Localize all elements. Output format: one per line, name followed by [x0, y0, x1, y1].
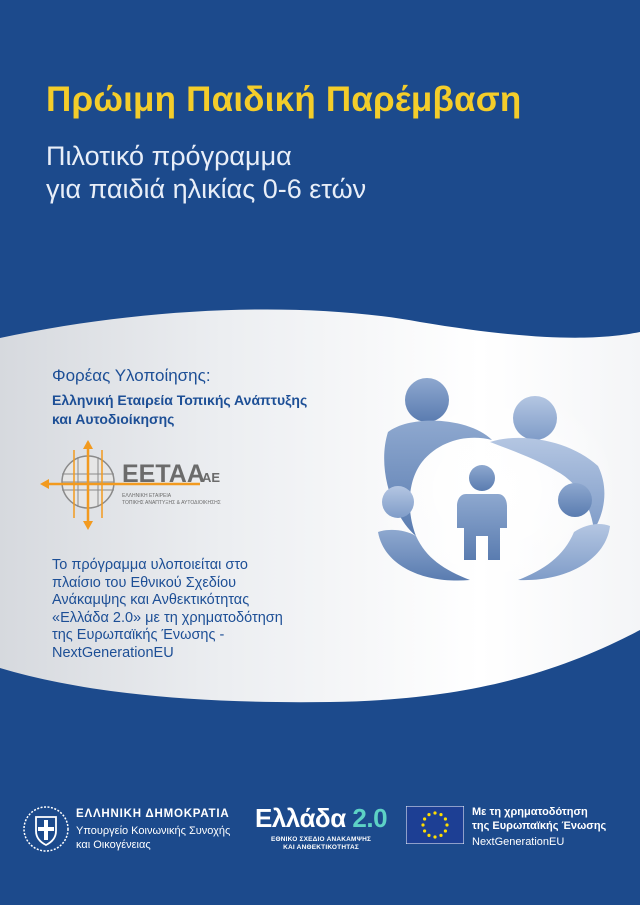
adult-left-head	[405, 378, 449, 422]
desc-line: Ανάκαμψης και Ανθεκτικότητας	[52, 592, 250, 608]
desc-line: της Ευρωπαϊκής Ένωσης -	[52, 627, 225, 643]
subtitle-line-1: Πιλοτικό πρόγραμμα	[46, 141, 292, 171]
logo-name: ΕΕΤΑΑ	[122, 460, 205, 488]
ellada-sub-line-2: ΚΑΙ ΑΝΘΕΚΤΙΚΟΤΗΤΑΣ	[283, 844, 359, 851]
logo-sub-2: ΤΟΠΙΚΗΣ ΑΝΑΠΤΥΞΗΣ & ΑΥΤΟΔΙΟΙΚΗΣΗΣ	[122, 500, 221, 506]
eu-line-1b: της Ευρωπαϊκής Ένωσης	[472, 820, 607, 832]
greek-republic-emblem-icon	[22, 805, 70, 853]
next-generation-eu: NextGenerationEU	[472, 836, 565, 848]
desc-line: πλαίσιο του Εθνικού Σχεδίου	[52, 574, 237, 591]
eu-funding-block	[472, 805, 606, 849]
center-child-head	[469, 465, 495, 491]
adult-right-head	[513, 396, 557, 440]
page-title: Πρώιμη Παιδική Παρέμβαση	[46, 80, 522, 119]
child-left-head	[382, 486, 414, 518]
desc-line: NextGenerationEU	[52, 644, 174, 661]
program-description	[52, 557, 332, 662]
ministry-line-1: Υπουργείο Κοινωνικής Συνοχής	[76, 825, 231, 837]
implementer-org	[52, 391, 307, 429]
ellada-word: Ελλάδα	[255, 803, 346, 833]
eu-flag-icon	[406, 806, 464, 844]
ellada-sub-line-1: ΕΘΝΙΚΟ ΣΧΕΔΙΟ ΑΝΑΚΑΜΨΗΣ	[270, 836, 372, 843]
ministry-name	[76, 824, 230, 852]
family-illustration	[370, 370, 620, 600]
logo-suffix: ΑΕ	[202, 470, 221, 485]
eu-funding-text	[472, 805, 606, 833]
desc-line: «Ελλάδα 2.0» με τη χρηματοδότηση	[52, 609, 283, 626]
eetaa-logo	[40, 440, 260, 530]
greek-republic-block	[76, 808, 230, 852]
ministry-line-2: και Οικογένειας	[76, 839, 151, 851]
org-line-1: Ελληνική Εταιρεία Τοπικής Ανάπτυξης	[52, 392, 308, 408]
child-right-head	[558, 483, 592, 517]
republic-title: ΕΛΛΗΝΙΚΗ ΔΗΜΟΚΡΑΤΙΑ	[76, 808, 230, 820]
ellada-2-logo	[255, 803, 387, 852]
desc-line: Το πρόγραμμα υλοποιείται στο	[52, 557, 248, 573]
org-line-2: και Αυτοδιοίκησης	[52, 411, 175, 427]
logo-sub-1: ΕΛΛΗΝΙΚΗ ΕΤΑΙΡΕΙΑ	[122, 493, 172, 499]
subtitle-line-2: για παιδιά ηλικίας 0-6 ετών	[46, 174, 367, 204]
ellada-wordmark	[255, 803, 387, 834]
ellada-subtitle	[255, 836, 387, 852]
ellada-number: 2.0	[352, 803, 388, 833]
page-subtitle	[46, 140, 366, 206]
implementer-label: Φορέας Υλοποίησης:	[52, 366, 211, 385]
eu-line-1a: Με τη χρηματοδότηση	[472, 806, 588, 818]
